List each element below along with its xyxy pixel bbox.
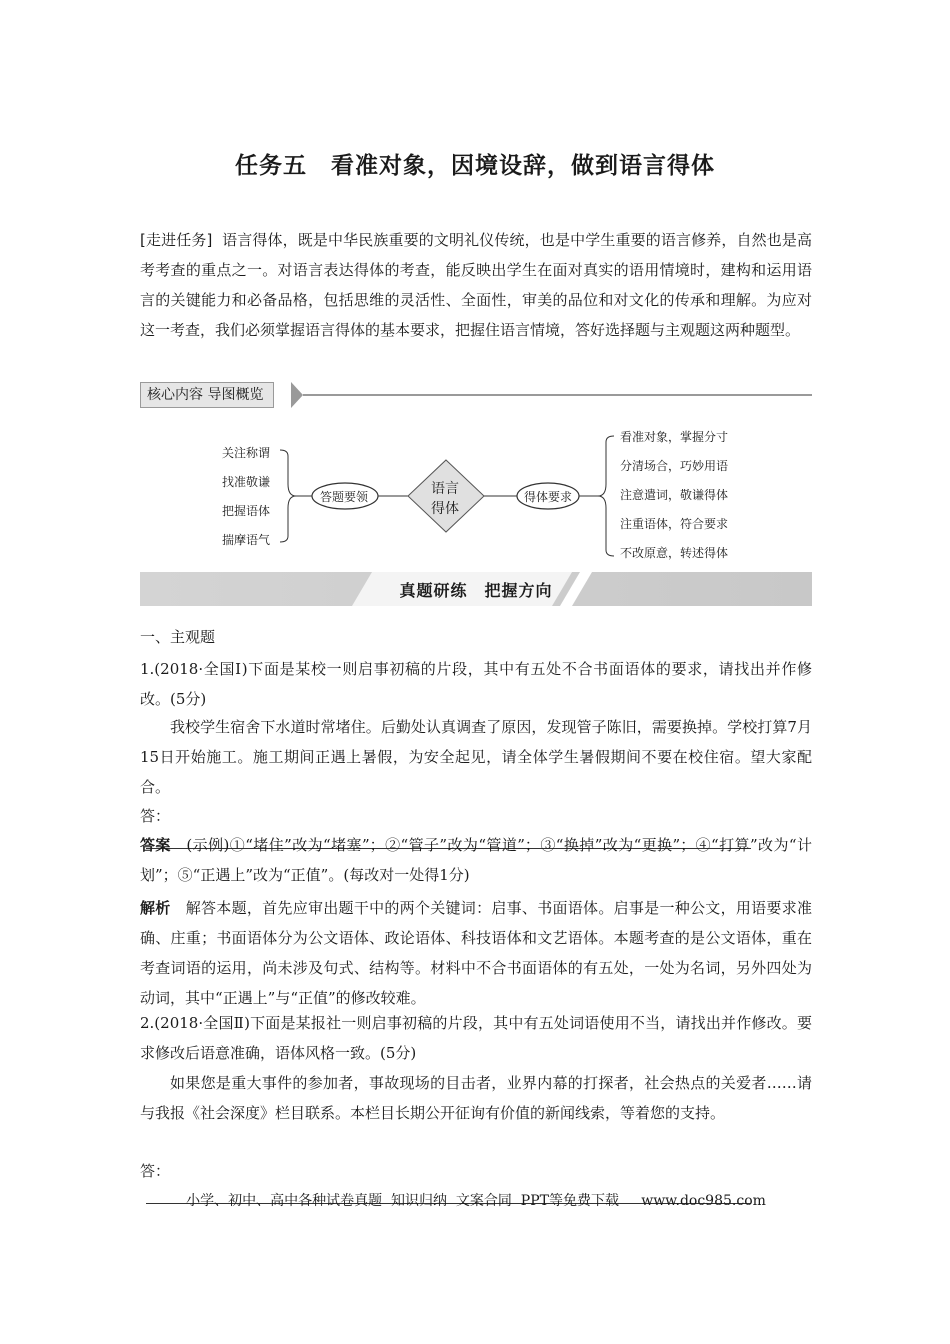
intro-tag: [走进任务] bbox=[140, 231, 213, 249]
answer-text: (示例)①“堵住”改为“堵塞”；②“管子”改为“管道”；③“换掉”改为“更换”；④“打算”改为“计划”；⑤“正遇上”改为“正值”。(每改对一处得1分) bbox=[140, 836, 812, 884]
mm-right-item: 注重语体，符合要求 bbox=[620, 517, 729, 531]
section-banner bbox=[140, 572, 812, 606]
section-heading: 一、主观题 bbox=[140, 628, 216, 646]
mm-right-item: 分清场合，巧妙用语 bbox=[620, 459, 729, 473]
intro-text: 语言得体，既是中华民族重要的文明礼仪传统，也是中学生重要的语言修养，自然也是高考考查的重点之一。对语言表达得体的考查，能反映出学生在面对真实的语用情境时，建构和运用语言的关键能力和必备品格，包括思维的灵活性、全面性，审美的品位和对文化的传承和理解。为应对这一考查，我们必须掌握语言得体的基本要求，把握住语言情境，答好选择题与主观题这两种题型。 bbox=[140, 231, 812, 339]
footer: 小学、初中、高中各种试卷真题 知识归纳 文案合同 PPT等免费下载 www.doc985.com bbox=[186, 1193, 766, 1209]
mm-left-item: 找准敬谦 bbox=[222, 475, 271, 489]
section-arrow-icon bbox=[291, 382, 303, 408]
page-title: 任务五 看准对象，因境设辞，做到语言得体 bbox=[235, 153, 715, 179]
section-rule bbox=[303, 394, 812, 396]
mm-left-node: 答题要领 bbox=[320, 490, 369, 504]
intro-paragraph bbox=[140, 225, 812, 345]
question-1-passage: 我校学生宿舍下水道时常堵住。后勤处认真调查了原因，发现管子陈旧，需要换掉。学校打算7月15日开始施工。施工期间正遇上暑假，为安全起见，请全体学生暑假期间不要在校住宿。望大家配合。 bbox=[140, 718, 812, 796]
mm-left-item: 把握语体 bbox=[222, 504, 271, 518]
answer-label: 答案 bbox=[140, 836, 171, 854]
mm-right-node: 得体要求 bbox=[524, 490, 573, 504]
mm-right-item: 看准对象，掌握分寸 bbox=[620, 430, 729, 444]
answer-block bbox=[140, 830, 812, 890]
section-label: 核心内容 导图概览 bbox=[140, 382, 274, 408]
answer-prompt: 答： bbox=[140, 1162, 171, 1180]
question-2-passage: 如果您是重大事件的参加者，事故现场的目击者，业界内幕的打探者，社会热点的关爱者……请与我报《社会深度》栏目联系。本栏目长期公开征询有价值的新闻线索，等着您的支持。 bbox=[140, 1074, 812, 1122]
question-1-stem: 1.(2018·全国Ⅰ)下面是某校一则启事初稿的片段，其中有五处不合书面语体的要求，请找出并作修改。(5分) bbox=[140, 660, 812, 708]
mm-right-item: 注意遣词，敬谦得体 bbox=[620, 488, 729, 502]
section-header-bar bbox=[140, 382, 812, 408]
analysis-label: 解析 bbox=[140, 899, 171, 917]
mm-left-item: 揣摩语气 bbox=[222, 533, 271, 547]
mm-right-item: 不改原意，转述得体 bbox=[620, 546, 729, 560]
mind-map bbox=[140, 420, 812, 570]
mm-center-line2: 得体 bbox=[431, 501, 459, 517]
answer-prompt: 答： bbox=[140, 807, 171, 825]
mm-left-item: 关注称谓 bbox=[222, 446, 271, 460]
mm-center-line1: 语言 bbox=[431, 481, 459, 497]
question-2-stem: 2.(2018·全国Ⅱ)下面是某报社一则启事初稿的片段，其中有五处词语使用不当，请找出并作修改。要求修改后语意准确，语体风格一致。(5分) bbox=[140, 1014, 812, 1062]
banner-title: 真题研练 把握方向 bbox=[399, 581, 553, 600]
analysis-block bbox=[140, 893, 812, 1013]
analysis-text: 解答本题，首先应审出题干中的两个关键词：启事、书面语体。启事是一种公文，用语要求准确、庄重；书面语体分为公文语体、政论语体、科技语体和文艺语体。本题考查的是公文语体，重在考查词语的运用，尚未涉及句式、结构等。材料中不合书面语体的有五处，一处为名词，另外四处为动词，其中“正遇上”与“正值”的修改较难。 bbox=[140, 899, 812, 1007]
